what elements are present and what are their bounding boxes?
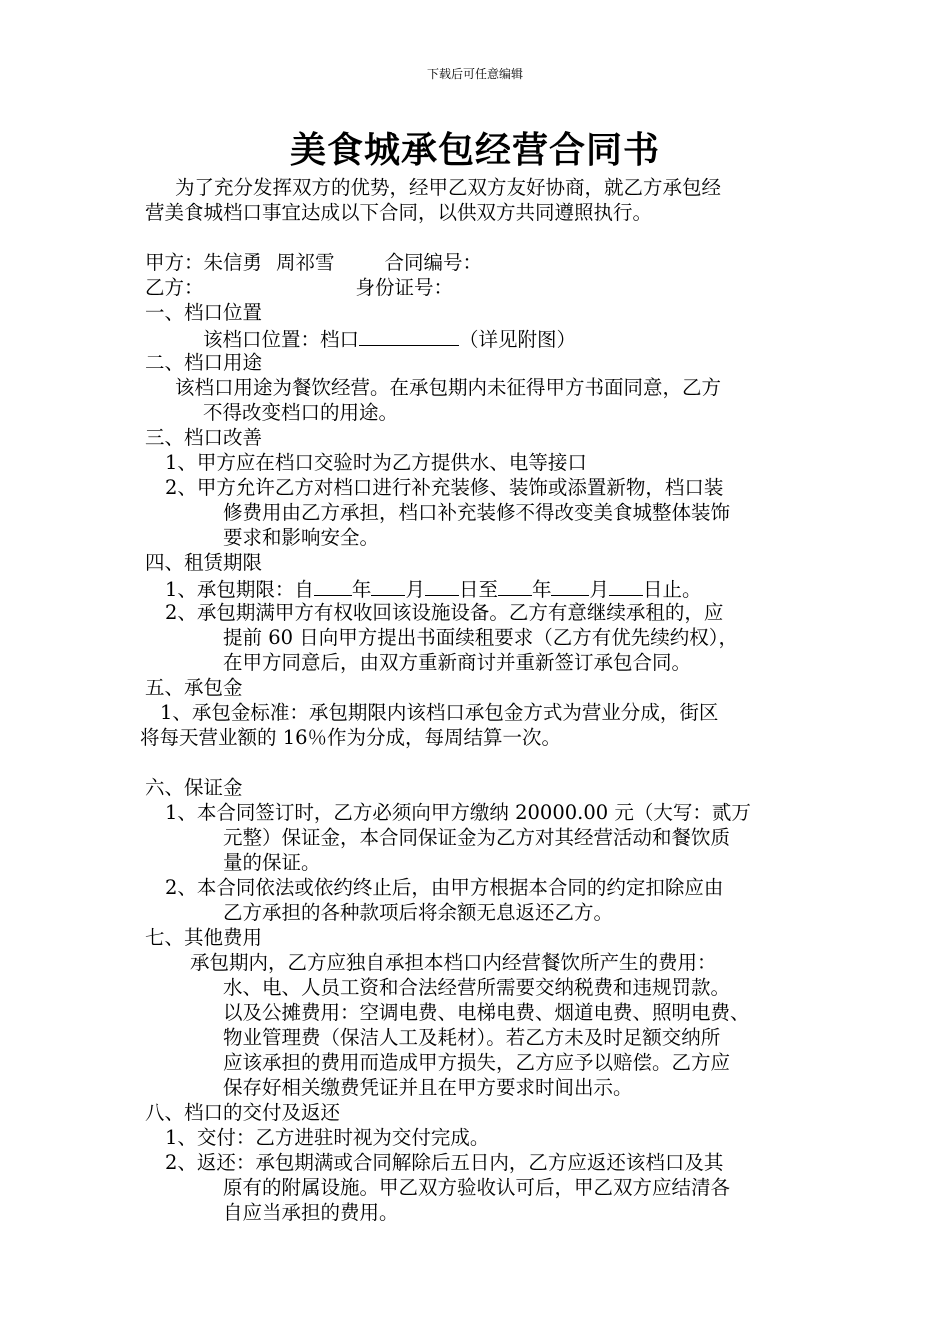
clause-line: 1、本合同签订时，乙方必须向甲方缴纳 20000.00 元（大写：贰万: [165, 801, 751, 824]
id-number-label: 身份证号：: [355, 276, 454, 299]
clause-line: 1、交付：乙方进驻时视为交付完成。: [165, 1126, 490, 1149]
clause-line: 1、承包金标准：承包期限内该档口承包金方式为营业分成，街区: [160, 701, 719, 724]
party-a-line: [145, 250, 820, 275]
clause-line: 要求和影响安全。: [223, 526, 380, 549]
section-heading: 五、承包金: [145, 676, 243, 699]
contract-body: [140, 175, 820, 1225]
end-month-blank: [551, 575, 589, 596]
header-note: 下载后可任意编辑: [426, 67, 523, 81]
clause-line: 将每天营业额的 16％作为分成，每周结算一次。: [140, 726, 562, 749]
intro-line: 为了充分发挥双方的优势，经甲乙双方友好协商，就乙方承包经: [175, 176, 722, 199]
end-day-blank: [609, 575, 643, 596]
paragraph-line: 保存好相关缴费凭证并且在甲方要求时间出示。: [223, 1076, 633, 1099]
party-a-label: 甲方：朱信勇: [145, 251, 263, 274]
stall-location-line: 该档口位置：档口 （详见附图）: [145, 325, 820, 350]
party-b-line: [145, 275, 820, 300]
party-a-name2: 周祁雪: [276, 251, 335, 274]
paragraph-line: 不得改变档口的用途。: [203, 401, 399, 424]
clause-line: 2、甲方允许乙方对档口进行补充装修、装饰或添置新物，档口装: [165, 476, 724, 499]
clause-line: 2、本合同依法或依约终止后，由甲方根据本合同的约定扣除应由: [165, 876, 724, 899]
term-line: 1、承包期限：自 年 月 日至 年 月 日止。: [145, 575, 820, 600]
clause-line: 元整）保证金，本合同保证金为乙方对其经营活动和餐饮质: [223, 826, 731, 849]
paragraph-line: 应该承担的费用而造成甲方损失，乙方应予以赔偿。乙方应: [223, 1051, 731, 1074]
contract-number-label: 合同编号：: [384, 251, 483, 274]
start-year-blank: [314, 575, 352, 596]
clause-line: 1、甲方应在档口交验时为乙方提供水、电等接口: [165, 451, 587, 474]
spacer: [145, 225, 820, 250]
paragraph-line: 承包期内，乙方应独自承担本档口内经营餐饮所产生的费用：: [190, 951, 717, 974]
section-heading: 八、档口的交付及返还: [145, 1101, 341, 1124]
section-heading: 四、租赁期限: [145, 551, 263, 574]
intro-line: 营美食城档口事宜达成以下合同，以供双方共同遵照执行。: [145, 201, 653, 224]
clause-line: 2、承包期满甲方有权收回该设施设备。乙方有意继续承租的，应: [165, 601, 724, 624]
paragraph-line: 水、电、人员工资和合法经营所需要交纳税费和违规罚款。: [223, 976, 731, 999]
stall-number-blank: [359, 325, 459, 346]
clause-line: 2、返还：承包期满或合同解除后五日内，乙方应返还该档口及其: [165, 1151, 724, 1174]
paragraph-line: 物业管理费（保洁人工及耗材）。若乙方未及时足额交纳所: [223, 1026, 721, 1049]
start-month-blank: [371, 575, 405, 596]
clause-line: 自应当承担的费用。: [223, 1201, 399, 1224]
paragraph-line: 该档口用途为餐饮经营。在承包期内未征得甲方书面同意，乙方: [175, 376, 722, 399]
end-year-blank: [498, 575, 532, 596]
clause-line: 提前 60 日向甲方提出书面续租要求（乙方有优先续约权），: [223, 626, 738, 649]
clause-line: 量的保证。: [223, 851, 321, 874]
section-heading: 六、保证金: [145, 776, 243, 799]
section-heading: 七、其他费用: [145, 926, 263, 949]
clause-line: 修费用由乙方承担，档口补充装修不得改变美食城整体装饰: [223, 501, 731, 524]
clause-line: 原有的附属设施。甲乙双方验收认可后，甲乙双方应结清各: [223, 1176, 731, 1199]
section-heading: 二、档口用途: [145, 351, 263, 374]
start-day-blank: [425, 575, 459, 596]
spacer: [145, 750, 820, 775]
section-heading: 三、档口改善: [145, 426, 263, 449]
paragraph-line: 以及公摊费用：空调电费、电梯电费、烟道电费、照明电费、: [223, 1001, 750, 1024]
document-title: 美食城承包经营合同书: [289, 129, 660, 171]
clause-line: 乙方承担的各种款项后将余额无息返还乙方。: [223, 901, 614, 924]
party-b-label: 乙方：: [145, 276, 204, 299]
clause-line: 在甲方同意后，由双方重新商讨并重新签订承包合同。: [223, 651, 692, 674]
section-heading: 一、档口位置: [145, 301, 263, 324]
